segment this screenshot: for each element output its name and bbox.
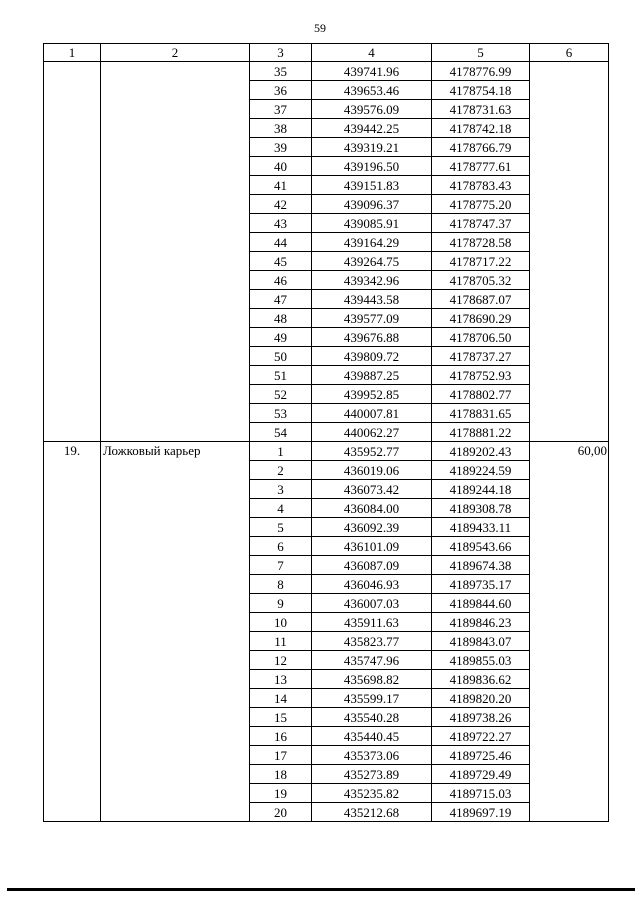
point-number-cell: 18 bbox=[250, 765, 312, 784]
point-number-cell: 36 bbox=[250, 81, 312, 100]
y-coordinate-cell: 4189846.23 bbox=[432, 613, 530, 632]
x-coordinate-cell: 436101.09 bbox=[312, 537, 432, 556]
point-number-cell: 2 bbox=[250, 461, 312, 480]
y-coordinate-cell: 4189738.26 bbox=[432, 708, 530, 727]
point-number-cell: 48 bbox=[250, 309, 312, 328]
y-coordinate-cell: 4178737.27 bbox=[432, 347, 530, 366]
y-coordinate-cell: 4189722.27 bbox=[432, 727, 530, 746]
table-row bbox=[44, 442, 609, 461]
y-coordinate-cell: 4178690.29 bbox=[432, 309, 530, 328]
column-header: 2 bbox=[101, 44, 250, 62]
column-header: 5 bbox=[432, 44, 530, 62]
x-coordinate-cell: 435440.45 bbox=[312, 727, 432, 746]
x-coordinate-cell: 435540.28 bbox=[312, 708, 432, 727]
y-coordinate-cell: 4178802.77 bbox=[432, 385, 530, 404]
point-number-cell: 45 bbox=[250, 252, 312, 271]
y-coordinate-cell: 4178831.65 bbox=[432, 404, 530, 423]
y-coordinate-cell: 4189674.38 bbox=[432, 556, 530, 575]
x-coordinate-cell: 440007.81 bbox=[312, 404, 432, 423]
x-coordinate-cell: 436073.42 bbox=[312, 480, 432, 499]
column-header: 4 bbox=[312, 44, 432, 62]
y-coordinate-cell: 4189543.66 bbox=[432, 537, 530, 556]
y-coordinate-cell: 4178777.61 bbox=[432, 157, 530, 176]
x-coordinate-cell: 435952.77 bbox=[312, 442, 432, 461]
y-coordinate-cell: 4189735.17 bbox=[432, 575, 530, 594]
point-number-cell: 46 bbox=[250, 271, 312, 290]
x-coordinate-cell: 439443.58 bbox=[312, 290, 432, 309]
x-coordinate-cell: 436092.39 bbox=[312, 518, 432, 537]
y-coordinate-cell: 4178775.20 bbox=[432, 195, 530, 214]
x-coordinate-cell: 435599.17 bbox=[312, 689, 432, 708]
y-coordinate-cell: 4189836.62 bbox=[432, 670, 530, 689]
x-coordinate-cell: 440062.27 bbox=[312, 423, 432, 442]
y-coordinate-cell: 4178728.58 bbox=[432, 233, 530, 252]
x-coordinate-cell: 439151.83 bbox=[312, 176, 432, 195]
x-coordinate-cell: 439196.50 bbox=[312, 157, 432, 176]
x-coordinate-cell: 439442.25 bbox=[312, 119, 432, 138]
bottom-rule bbox=[7, 888, 635, 891]
x-coordinate-cell: 435747.96 bbox=[312, 651, 432, 670]
y-coordinate-cell: 4178742.18 bbox=[432, 119, 530, 138]
y-coordinate-cell: 4189725.46 bbox=[432, 746, 530, 765]
point-number-cell: 41 bbox=[250, 176, 312, 195]
y-coordinate-cell: 4189844.60 bbox=[432, 594, 530, 613]
point-number-cell: 8 bbox=[250, 575, 312, 594]
y-coordinate-cell: 4178706.50 bbox=[432, 328, 530, 347]
entry-number-cell bbox=[44, 62, 101, 442]
y-coordinate-cell: 4189308.78 bbox=[432, 499, 530, 518]
x-coordinate-cell: 435273.89 bbox=[312, 765, 432, 784]
x-coordinate-cell: 436087.09 bbox=[312, 556, 432, 575]
coordinates-table bbox=[43, 43, 609, 822]
y-coordinate-cell: 4178776.99 bbox=[432, 62, 530, 81]
x-coordinate-cell: 439319.21 bbox=[312, 138, 432, 157]
point-number-cell: 43 bbox=[250, 214, 312, 233]
x-coordinate-cell: 436019.06 bbox=[312, 461, 432, 480]
x-coordinate-cell: 439741.96 bbox=[312, 62, 432, 81]
point-number-cell: 47 bbox=[250, 290, 312, 309]
y-coordinate-cell: 4189244.18 bbox=[432, 480, 530, 499]
y-coordinate-cell: 4178783.43 bbox=[432, 176, 530, 195]
y-coordinate-cell: 4178705.32 bbox=[432, 271, 530, 290]
point-number-cell: 42 bbox=[250, 195, 312, 214]
y-coordinate-cell: 4189843.07 bbox=[432, 632, 530, 651]
point-number-cell: 54 bbox=[250, 423, 312, 442]
area-cell bbox=[530, 62, 609, 442]
x-coordinate-cell: 439264.75 bbox=[312, 252, 432, 271]
point-number-cell: 20 bbox=[250, 803, 312, 822]
point-number-cell: 14 bbox=[250, 689, 312, 708]
point-number-cell: 44 bbox=[250, 233, 312, 252]
point-number-cell: 35 bbox=[250, 62, 312, 81]
x-coordinate-cell: 435212.68 bbox=[312, 803, 432, 822]
object-name-cell: Ложковый карьер bbox=[101, 442, 250, 822]
point-number-cell: 37 bbox=[250, 100, 312, 119]
y-coordinate-cell: 4189715.03 bbox=[432, 784, 530, 803]
y-coordinate-cell: 4189820.20 bbox=[432, 689, 530, 708]
x-coordinate-cell: 439952.85 bbox=[312, 385, 432, 404]
table-row bbox=[44, 62, 609, 81]
x-coordinate-cell: 439576.09 bbox=[312, 100, 432, 119]
column-header: 3 bbox=[250, 44, 312, 62]
y-coordinate-cell: 4178717.22 bbox=[432, 252, 530, 271]
object-name-cell bbox=[101, 62, 250, 442]
x-coordinate-cell: 439342.96 bbox=[312, 271, 432, 290]
column-header: 1 bbox=[44, 44, 101, 62]
area-cell: 60,00 bbox=[530, 442, 609, 822]
x-coordinate-cell: 435823.77 bbox=[312, 632, 432, 651]
x-coordinate-cell: 436046.93 bbox=[312, 575, 432, 594]
point-number-cell: 6 bbox=[250, 537, 312, 556]
point-number-cell: 15 bbox=[250, 708, 312, 727]
y-coordinate-cell: 4178881.22 bbox=[432, 423, 530, 442]
y-coordinate-cell: 4189202.43 bbox=[432, 442, 530, 461]
entry-number-cell: 19. bbox=[44, 442, 101, 822]
x-coordinate-cell: 436084.00 bbox=[312, 499, 432, 518]
page-number: 59 bbox=[314, 21, 326, 35]
point-number-cell: 17 bbox=[250, 746, 312, 765]
y-coordinate-cell: 4189729.49 bbox=[432, 765, 530, 784]
x-coordinate-cell: 435373.06 bbox=[312, 746, 432, 765]
point-number-cell: 53 bbox=[250, 404, 312, 423]
x-coordinate-cell: 439653.46 bbox=[312, 81, 432, 100]
point-number-cell: 50 bbox=[250, 347, 312, 366]
y-coordinate-cell: 4189224.59 bbox=[432, 461, 530, 480]
point-number-cell: 3 bbox=[250, 480, 312, 499]
y-coordinate-cell: 4178687.07 bbox=[432, 290, 530, 309]
x-coordinate-cell: 435235.82 bbox=[312, 784, 432, 803]
x-coordinate-cell: 436007.03 bbox=[312, 594, 432, 613]
y-coordinate-cell: 4189433.11 bbox=[432, 518, 530, 537]
y-coordinate-cell: 4178766.79 bbox=[432, 138, 530, 157]
point-number-cell: 16 bbox=[250, 727, 312, 746]
x-coordinate-cell: 439887.25 bbox=[312, 366, 432, 385]
point-number-cell: 52 bbox=[250, 385, 312, 404]
x-coordinate-cell: 439577.09 bbox=[312, 309, 432, 328]
point-number-cell: 10 bbox=[250, 613, 312, 632]
header-row bbox=[44, 44, 609, 62]
y-coordinate-cell: 4178747.37 bbox=[432, 214, 530, 233]
y-coordinate-cell: 4189855.03 bbox=[432, 651, 530, 670]
x-coordinate-cell: 439096.37 bbox=[312, 195, 432, 214]
column-header: 6 bbox=[530, 44, 609, 62]
y-coordinate-cell: 4189697.19 bbox=[432, 803, 530, 822]
point-number-cell: 13 bbox=[250, 670, 312, 689]
point-number-cell: 11 bbox=[250, 632, 312, 651]
point-number-cell: 39 bbox=[250, 138, 312, 157]
point-number-cell: 19 bbox=[250, 784, 312, 803]
point-number-cell: 38 bbox=[250, 119, 312, 138]
y-coordinate-cell: 4178731.63 bbox=[432, 100, 530, 119]
point-number-cell: 4 bbox=[250, 499, 312, 518]
x-coordinate-cell: 435911.63 bbox=[312, 613, 432, 632]
y-coordinate-cell: 4178754.18 bbox=[432, 81, 530, 100]
x-coordinate-cell: 439676.88 bbox=[312, 328, 432, 347]
point-number-cell: 9 bbox=[250, 594, 312, 613]
point-number-cell: 40 bbox=[250, 157, 312, 176]
point-number-cell: 12 bbox=[250, 651, 312, 670]
point-number-cell: 5 bbox=[250, 518, 312, 537]
y-coordinate-cell: 4178752.93 bbox=[432, 366, 530, 385]
point-number-cell: 51 bbox=[250, 366, 312, 385]
point-number-cell: 49 bbox=[250, 328, 312, 347]
x-coordinate-cell: 439085.91 bbox=[312, 214, 432, 233]
x-coordinate-cell: 439164.29 bbox=[312, 233, 432, 252]
x-coordinate-cell: 435698.82 bbox=[312, 670, 432, 689]
point-number-cell: 1 bbox=[250, 442, 312, 461]
x-coordinate-cell: 439809.72 bbox=[312, 347, 432, 366]
point-number-cell: 7 bbox=[250, 556, 312, 575]
